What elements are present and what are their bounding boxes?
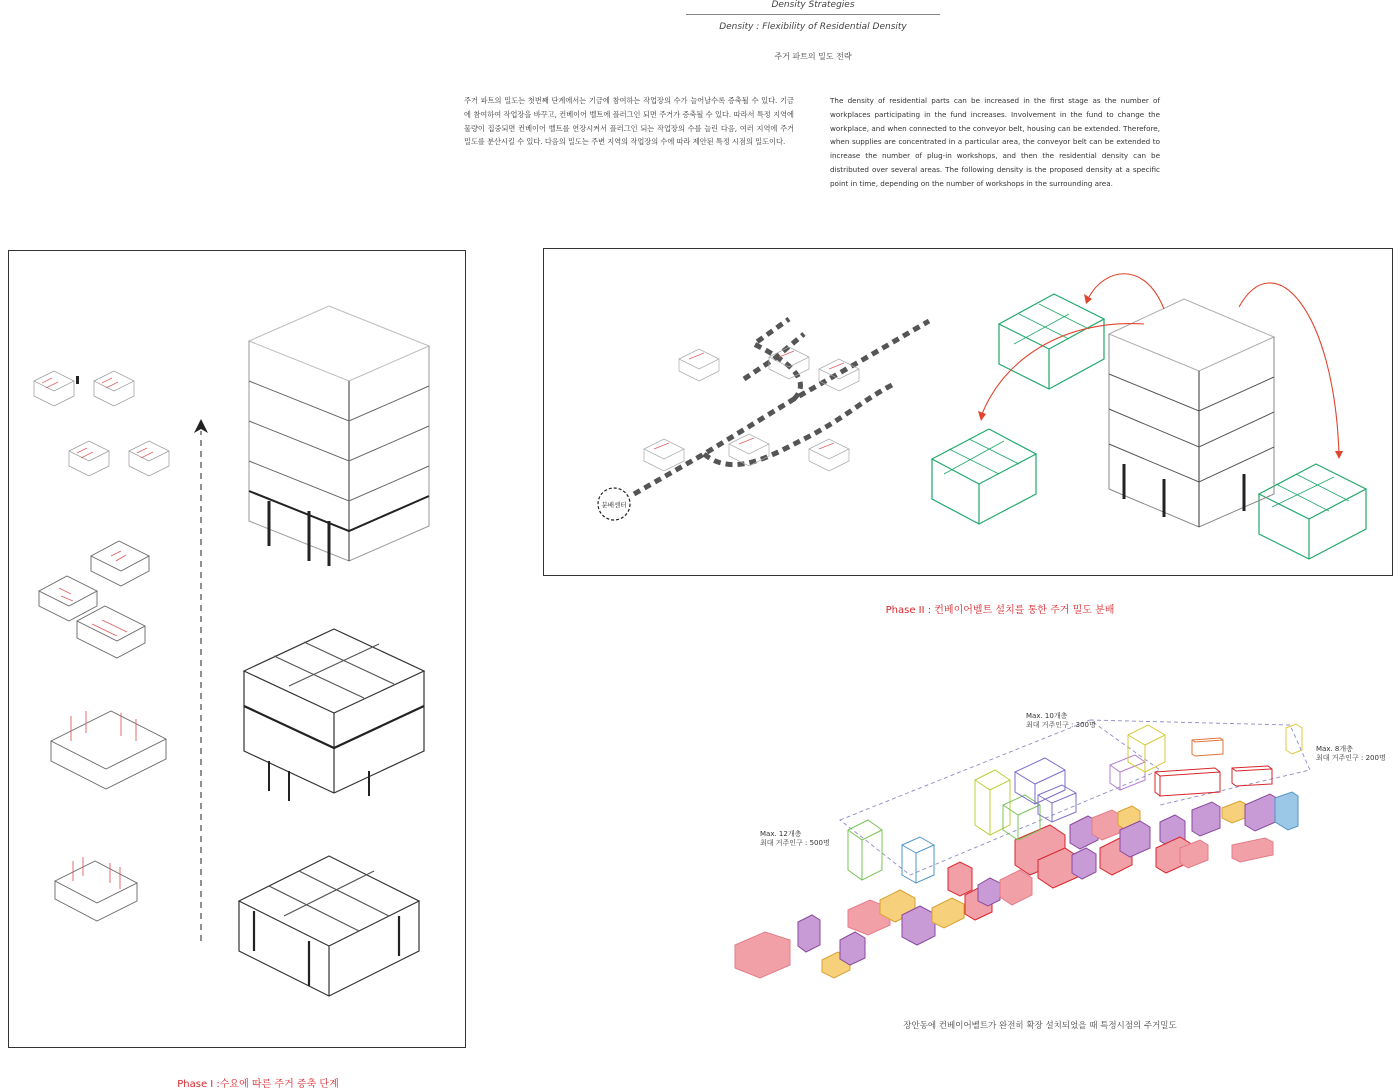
unit-modules xyxy=(39,541,166,921)
title-divider xyxy=(686,14,940,15)
block-red xyxy=(948,862,972,896)
block-yellow xyxy=(932,898,964,928)
phase2-panel xyxy=(543,248,1393,576)
conveyor-belt xyxy=(634,319,929,494)
phase2-diagram xyxy=(544,249,1391,574)
unit-cluster xyxy=(34,371,169,476)
tower-green xyxy=(848,820,882,880)
phase2-caption: Phase II : 컨베이어벨트 설치를 통한 주거 밀도 분배 xyxy=(885,605,1115,616)
annotation-max-10: Max. 10개층 최대 거주인구 : 300명 xyxy=(1026,712,1096,729)
central-tower xyxy=(1109,299,1274,527)
page-subtitle: Density : Flexibility of Residential Density xyxy=(719,22,907,32)
tall-tower xyxy=(249,306,429,566)
block-purple xyxy=(798,915,820,952)
description-english: The density of residential parts can be increased in the first stage as the number of workplaces participating in the fund increases. Involvement in the fund to change the workplace, and when connected to the conveyor belt, housing can be extended. Therefore, when supplies are concentrated in a particular area, the conveyor belt can be extended to increase the number of plug-in workshops, and then the residential density can be distributed over several areas. The following density is the proposed density at a specific point in time, depending on the number of workshops in the surrounding area. xyxy=(830,96,1160,188)
green-housing-modules xyxy=(932,294,1366,559)
arrow-head-icon xyxy=(194,419,208,433)
tower-purple xyxy=(1015,758,1065,804)
distribution-arrows xyxy=(982,274,1339,454)
block-purple xyxy=(978,878,1000,906)
tower-green xyxy=(975,770,1010,835)
slab-red xyxy=(1232,766,1272,786)
density-map xyxy=(720,700,1400,1000)
description-korean: 주거 파트의 밀도는 첫번째 단계에서는 기금에 참여하는 작업장의 수가 늘어날수록 증축될 수 있다. 기금에 참여하여 작업장을 바꾸고, 컨베이어 벨트에 플러그인 되면 주거가 증축될 수 있다. 따라서 특정 지역에 물량이 집중되면 컨베이어 벨트를 연장시켜서 플러그인 되는 작업장의 수를 늘린 다음, 여러 지역에 주거 밀도를 분산시킬 수 있다. 다음의 밀도는 주변 지역의 작업장의 수에 따라 제안된 특정 시점의 밀도이다. xyxy=(464,96,794,147)
tower-purple xyxy=(1038,785,1076,822)
base-tower xyxy=(239,856,419,996)
workshop-units xyxy=(644,347,859,471)
page-title: Density Strategies xyxy=(771,0,855,10)
phase1-panel xyxy=(8,250,466,1048)
korean-title: 주거 파트의 밀도 전략 xyxy=(774,52,852,61)
slab-red xyxy=(1155,768,1220,796)
arrow-heads-icon xyxy=(978,294,1343,459)
map-caption: 장안동에 컨베이어벨트가 완전히 확장 설치되었을 때 특정시점의 주거밀도 xyxy=(903,1021,1177,1031)
building-blocks xyxy=(735,792,1298,978)
block-pink xyxy=(1232,838,1273,862)
annotation-max-12: Max. 12개층 최대 거주인구 : 500명 xyxy=(760,830,830,847)
phase1-diagram xyxy=(9,251,464,1046)
block-pink xyxy=(735,932,790,978)
block-purple xyxy=(1192,802,1220,836)
phase1-caption: Phase I :수요에 따른 주거 증축 단계 xyxy=(177,1079,339,1088)
slab-orange xyxy=(1192,738,1223,756)
mid-tower xyxy=(244,629,424,801)
tower-yellow xyxy=(1128,725,1165,772)
distribution-center-label: 분배센터 xyxy=(601,501,627,509)
tower-blue xyxy=(902,837,934,883)
annotation-max-8: Max. 8개층 최대 거주인구 : 200명 xyxy=(1316,745,1386,762)
tower-yellow xyxy=(1286,724,1302,754)
block-pink xyxy=(1000,870,1032,905)
block-purple xyxy=(1072,848,1096,879)
block-blue xyxy=(1275,792,1298,830)
block-purple xyxy=(840,932,865,965)
